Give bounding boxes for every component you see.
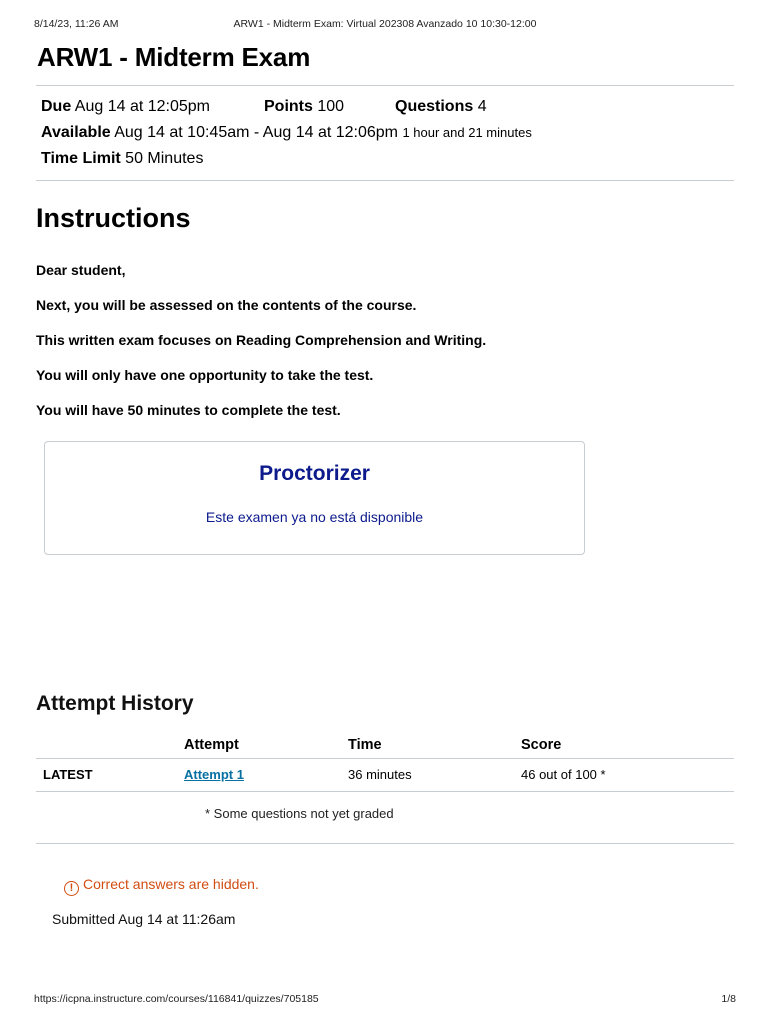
quiz-meta-row-3 bbox=[41, 150, 203, 168]
table-header bbox=[36, 730, 734, 759]
points-label: Points bbox=[264, 98, 313, 115]
points-value: 100 bbox=[317, 98, 345, 115]
grading-footnote: * Some questions not yet graded bbox=[205, 806, 394, 821]
attempt-score: 46 out of 100 * bbox=[521, 767, 606, 782]
due-value: Aug 14 at 12:05pm bbox=[74, 98, 211, 115]
print-url: https://icpna.instructure.com/courses/116841/quizzes/705185 bbox=[34, 993, 319, 1005]
instruction-line: You will have 50 minutes to complete the test. bbox=[36, 402, 341, 418]
questions-label: Questions bbox=[395, 98, 474, 115]
divider bbox=[36, 180, 734, 181]
print-document-title: ARW1 - Midterm Exam: Virtual 202308 Avanzado 10 10:30-12:00 bbox=[233, 18, 537, 30]
attempt-history-heading: Attempt History bbox=[36, 692, 194, 715]
divider bbox=[36, 843, 734, 844]
proctorizer-title: Proctorizer bbox=[259, 462, 370, 485]
print-footer bbox=[34, 993, 736, 1007]
questions-value: 4 bbox=[477, 98, 487, 115]
instruction-line: Dear student, bbox=[36, 262, 126, 278]
available-value: Aug 14 at 10:45am - Aug 14 at 12:06pm bbox=[114, 124, 398, 141]
page-number: 1/8 bbox=[721, 993, 736, 1005]
column-header-attempt: Attempt bbox=[184, 737, 239, 753]
proctorizer-message: Este examen ya no está disponible bbox=[205, 509, 424, 525]
attempt-history-table bbox=[36, 730, 734, 792]
latest-label: LATEST bbox=[43, 767, 93, 782]
quiz-meta-row-1 bbox=[41, 98, 641, 118]
instructions-heading: Instructions bbox=[36, 203, 191, 233]
submitted-time: Submitted Aug 14 at 11:26am bbox=[52, 911, 236, 927]
available-label: Available bbox=[41, 124, 111, 141]
divider bbox=[36, 85, 734, 86]
time-limit-value: 50 Minutes bbox=[125, 150, 204, 167]
instruction-line: Next, you will be assessed on the contents of the course. bbox=[36, 297, 417, 313]
print-header bbox=[34, 18, 736, 32]
warning-icon: ! bbox=[64, 881, 79, 896]
instruction-line: This written exam focuses on Reading Comprehension and Writing. bbox=[36, 332, 487, 348]
questions-info bbox=[395, 98, 487, 116]
due-info bbox=[41, 98, 210, 116]
correct-answers-hidden-notice bbox=[64, 876, 259, 896]
time-limit-label: Time Limit bbox=[41, 150, 121, 167]
instruction-line: You will only have one opportunity to take the test. bbox=[36, 367, 374, 383]
available-duration: 1 hour and 21 minutes bbox=[402, 125, 532, 140]
column-header-score: Score bbox=[521, 737, 562, 753]
quiz-title: ARW1 - Midterm Exam bbox=[37, 42, 311, 72]
attempt-link[interactable]: Attempt 1 bbox=[184, 767, 244, 782]
quiz-meta-row-2 bbox=[41, 124, 532, 142]
points-info bbox=[264, 98, 344, 116]
column-header-time: Time bbox=[348, 737, 382, 753]
proctorizer-panel bbox=[44, 441, 585, 555]
attempt-time: 36 minutes bbox=[348, 767, 412, 782]
table-row bbox=[36, 759, 734, 792]
correct-answers-text: Correct answers are hidden. bbox=[83, 876, 259, 892]
print-timestamp: 8/14/23, 11:26 AM bbox=[34, 18, 119, 30]
due-label: Due bbox=[41, 98, 72, 115]
